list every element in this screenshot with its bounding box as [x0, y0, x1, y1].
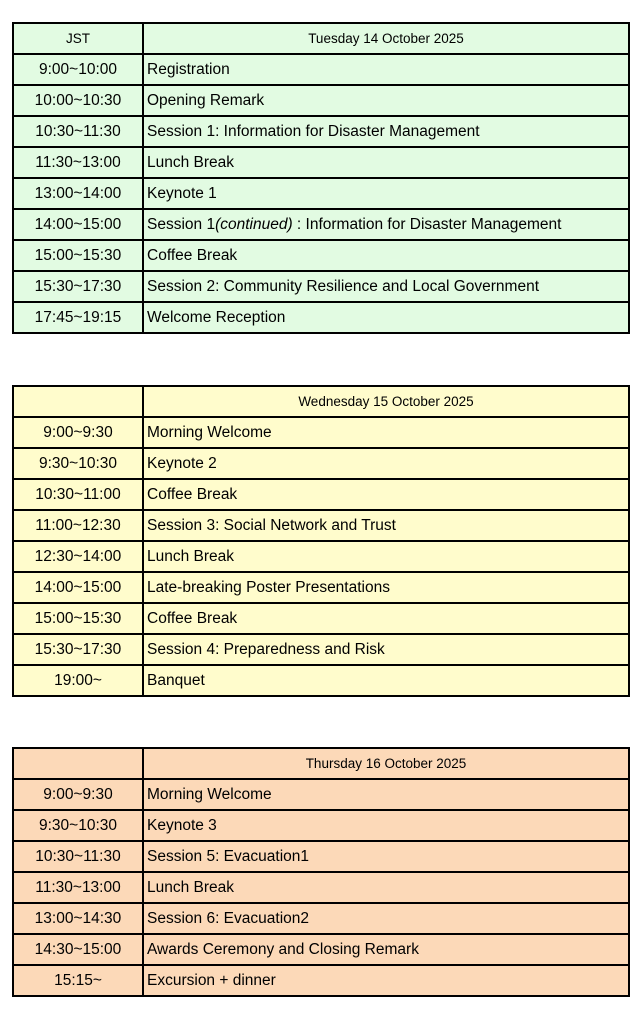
- event-cell: Session 6: Evacuation2: [143, 903, 629, 934]
- event-cell: Coffee Break: [143, 240, 629, 271]
- event-cell: Session 5: Evacuation1: [143, 841, 629, 872]
- table-row: [13, 572, 629, 603]
- time-cell: 13:00~14:30: [13, 903, 143, 934]
- event-cell: Morning Welcome: [143, 417, 629, 448]
- time-cell: 14:00~15:00: [13, 209, 143, 240]
- table-row: [13, 965, 629, 996]
- table-row: [13, 603, 629, 634]
- time-cell: 17:45~19:15: [13, 302, 143, 333]
- table-row: [13, 841, 629, 872]
- event-cell: Lunch Break: [143, 541, 629, 572]
- event-cell: Banquet: [143, 665, 629, 696]
- event-cell: Session 1: Information for Disaster Management: [143, 116, 629, 147]
- event-cell: Keynote 2: [143, 448, 629, 479]
- table-row: [13, 448, 629, 479]
- table-row: [13, 634, 629, 665]
- table-row: [13, 54, 629, 85]
- time-cell: 11:30~13:00: [13, 147, 143, 178]
- time-cell: 15:30~17:30: [13, 271, 143, 302]
- table-row: [13, 541, 629, 572]
- event-cell: Opening Remark: [143, 85, 629, 116]
- table-row: [13, 810, 629, 841]
- day-title: Wednesday 15 October 2025: [143, 386, 629, 417]
- time-header: [13, 386, 143, 417]
- event-cell: Session 1(continued) : Information for Disaster Management: [143, 209, 629, 240]
- tuesday-schedule-table: [12, 22, 630, 334]
- event-cell: Keynote 1: [143, 178, 629, 209]
- header-row: [13, 748, 629, 779]
- table-row: [13, 510, 629, 541]
- time-cell: 9:30~10:30: [13, 448, 143, 479]
- time-cell: 13:00~14:00: [13, 178, 143, 209]
- continued-note: (continued): [215, 215, 293, 233]
- table-row: [13, 302, 629, 333]
- table-row: [13, 417, 629, 448]
- time-header: JST: [13, 23, 143, 54]
- time-cell: 11:30~13:00: [13, 872, 143, 903]
- event-cell: Coffee Break: [143, 479, 629, 510]
- day-title: Tuesday 14 October 2025: [143, 23, 629, 54]
- time-cell: 10:30~11:00: [13, 479, 143, 510]
- time-cell: 10:30~11:30: [13, 116, 143, 147]
- day-title: Thursday 16 October 2025: [143, 748, 629, 779]
- table-row: [13, 872, 629, 903]
- table-row: [13, 209, 629, 240]
- thursday-schedule-table: [12, 747, 630, 997]
- wednesday-schedule-table: [12, 385, 630, 697]
- time-cell: 15:00~15:30: [13, 603, 143, 634]
- time-cell: 14:30~15:00: [13, 934, 143, 965]
- time-cell: 19:00~: [13, 665, 143, 696]
- time-cell: 9:00~10:00: [13, 54, 143, 85]
- event-cell: Lunch Break: [143, 147, 629, 178]
- event-cell: Session 3: Social Network and Trust: [143, 510, 629, 541]
- event-cell: Session 4: Preparedness and Risk: [143, 634, 629, 665]
- table-row: [13, 934, 629, 965]
- event-cell: Registration: [143, 54, 629, 85]
- time-cell: 15:15~: [13, 965, 143, 996]
- time-cell: 12:30~14:00: [13, 541, 143, 572]
- time-cell: 10:30~11:30: [13, 841, 143, 872]
- table-row: [13, 116, 629, 147]
- table-row: [13, 85, 629, 116]
- table-row: [13, 479, 629, 510]
- time-cell: 15:00~15:30: [13, 240, 143, 271]
- time-cell: 15:30~17:30: [13, 634, 143, 665]
- table-row: [13, 271, 629, 302]
- time-cell: 14:00~15:00: [13, 572, 143, 603]
- time-cell: 9:30~10:30: [13, 810, 143, 841]
- time-cell: 9:00~9:30: [13, 779, 143, 810]
- table-row: [13, 903, 629, 934]
- event-cell: Awards Ceremony and Closing Remark: [143, 934, 629, 965]
- event-cell: Session 2: Community Resilience and Local Government: [143, 271, 629, 302]
- event-cell: Coffee Break: [143, 603, 629, 634]
- event-cell: Late-breaking Poster Presentations: [143, 572, 629, 603]
- time-header: [13, 748, 143, 779]
- table-row: [13, 147, 629, 178]
- time-cell: 9:00~9:30: [13, 417, 143, 448]
- table-row: [13, 178, 629, 209]
- time-cell: 10:00~10:30: [13, 85, 143, 116]
- table-row: [13, 240, 629, 271]
- header-row: [13, 386, 629, 417]
- table-row: [13, 779, 629, 810]
- event-cell: Excursion + dinner: [143, 965, 629, 996]
- event-cell: Lunch Break: [143, 872, 629, 903]
- event-cell: Morning Welcome: [143, 779, 629, 810]
- table-row: [13, 665, 629, 696]
- header-row: [13, 23, 629, 54]
- time-cell: 11:00~12:30: [13, 510, 143, 541]
- event-cell: Welcome Reception: [143, 302, 629, 333]
- event-cell: Keynote 3: [143, 810, 629, 841]
